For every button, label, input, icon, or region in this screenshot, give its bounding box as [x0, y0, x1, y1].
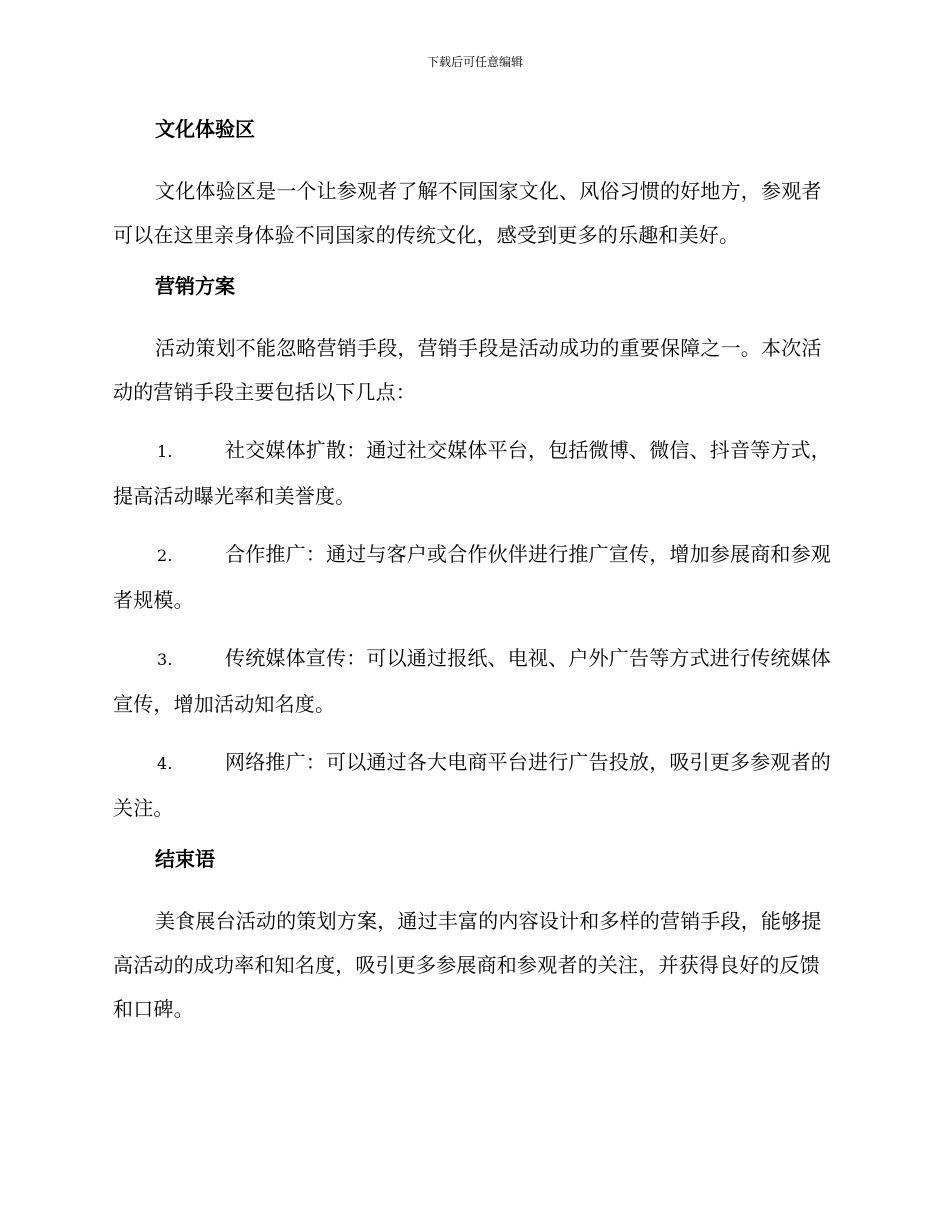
list-item	[113, 740, 833, 830]
list-number: 2.	[157, 546, 173, 565]
list-item	[113, 428, 833, 518]
list-number: 1.	[157, 442, 173, 461]
list-item	[113, 636, 833, 726]
section-heading-marketing: 营销方案	[155, 274, 235, 298]
header-note: 下载后可任意编辑	[426, 55, 523, 69]
list-text: 传统媒体宣传：可以通过报纸、电视、户外广告等方式进行传统媒体宣传，增加活动知名度。	[113, 646, 831, 716]
section-paragraph-marketing: 活动策划不能忽略营销手段，营销手段是活动成功的重要保障之一。本次活动的营销手段主要包括以下几点：	[113, 336, 822, 404]
list-text: 社交媒体扩散：通过社交媒体平台，包括微博、微信、抖音等方式，提高活动曝光率和美誉度。	[113, 438, 831, 508]
section-heading-culture: 文化体验区	[155, 117, 255, 141]
document-body	[113, 114, 833, 1045]
list-item	[113, 532, 833, 622]
list-number: 3.	[157, 650, 173, 669]
section-heading-conclusion: 结束语	[155, 847, 215, 871]
list-text: 网络推广：可以通过各大电商平台进行广告投放，吸引更多参观者的关注。	[113, 750, 831, 820]
list-number: 4.	[157, 754, 173, 773]
list-text: 合作推广：通过与客户或合作伙伴进行推广宣传，增加参展商和参观者规模。	[113, 542, 831, 612]
section-paragraph-culture: 文化体验区是一个让参观者了解不同国家文化、风俗习惯的好地方，参观者可以在这里亲身体验不同国家的传统文化，感受到更多的乐趣和美好。	[113, 179, 822, 247]
section-paragraph-conclusion: 美食展台活动的策划方案，通过丰富的内容设计和多样的营销手段，能够提高活动的成功率和知名度，吸引更多参展商和参观者的关注，并获得良好的反馈和口碑。	[113, 909, 822, 1021]
